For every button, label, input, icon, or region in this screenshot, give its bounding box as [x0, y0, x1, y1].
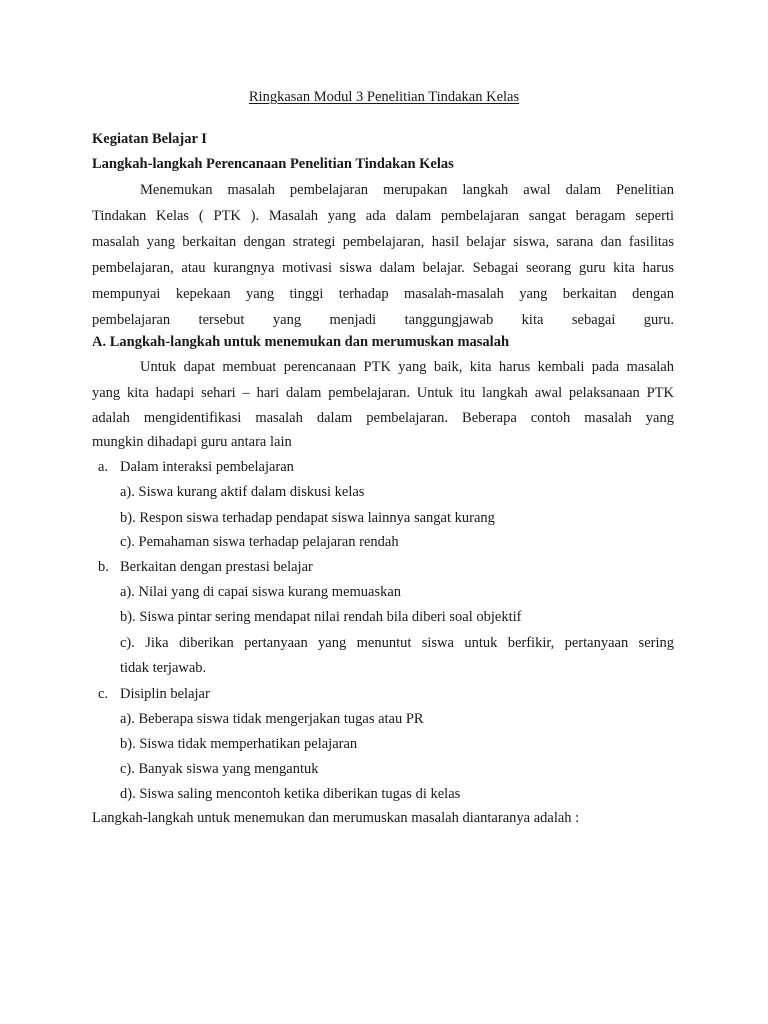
list-item-label: Dalam interaksi pembelajaran: [120, 459, 294, 475]
paragraph-line: mempunyai kepekaan yang tinggi terhadap masalah-masalah yang berkaitan dengan: [92, 286, 674, 302]
list-sub-item: d). Siswa saling mencontoh ketika diberikan tugas di kelas: [120, 786, 461, 802]
paragraph-line: Menemukan masalah pembelajaran merupakan langkah awal dalam Penelitian: [140, 182, 674, 198]
paragraph-line: pembelajaran, atau kurangnya motivasi siswa dalam belajar. Sebagai seorang guru kita harus: [92, 260, 674, 276]
list-marker: b.: [98, 559, 109, 575]
paragraph-line: adalah mengidentifikasi masalah dalam pembelajaran. Beberapa contoh masalah yang: [92, 410, 674, 426]
list-marker: c.: [98, 686, 109, 702]
paragraph-line: yang kita hadapi sehari – hari dalam pembelajaran. Untuk itu langkah awal pelaksanaan PTK: [92, 385, 674, 401]
list-sub-item: tidak terjawab.: [120, 660, 207, 676]
paragraph-line: Untuk dapat membuat perencanaan PTK yang baik, kita harus kembali pada masalah: [140, 359, 674, 375]
kegiatan-heading: Kegiatan Belajar I: [92, 131, 207, 147]
list-sub-item: b). Respon siswa terhadap pendapat siswa lainnya sangat kurang: [120, 510, 495, 526]
paragraph-line: Tindakan Kelas ( PTK ). Masalah yang ada dalam pembelajaran sangat beragam seperti: [92, 208, 674, 224]
document-title: Ringkasan Modul 3 Penelitian Tindakan Kelas: [248, 89, 520, 105]
list-marker: a.: [98, 459, 109, 475]
paragraph-line: mungkin dihadapi guru antara lain: [92, 434, 292, 450]
list-sub-item: c). Jika diberikan pertanyaan yang menuntut siswa untuk berfikir, pertanyaan sering: [120, 635, 674, 651]
list-sub-item: a). Siswa kurang aktif dalam diskusi kelas: [120, 484, 365, 500]
list-item-label: Berkaitan dengan prestasi belajar: [120, 559, 313, 575]
list-sub-item: c). Pemahaman siswa terhadap pelajaran rendah: [120, 534, 399, 550]
paragraph-line: masalah yang berkaitan dengan strategi pembelajaran, hasil belajar siswa, sarana dan fasilitas: [92, 234, 674, 250]
list-sub-item: b). Siswa tidak memperhatikan pelajaran: [120, 736, 358, 752]
sub-heading: Langkah-langkah Perencanaan Penelitian Tindakan Kelas: [92, 156, 454, 172]
list-item-label: Disiplin belajar: [120, 686, 210, 702]
paragraph-line: pembelajaran tersebut yang menjadi tanggungjawab kita sebagai guru.: [92, 312, 674, 328]
list-sub-item: a). Nilai yang di capai siswa kurang memuaskan: [120, 584, 402, 600]
list-sub-item: b). Siswa pintar sering mendapat nilai rendah bila diberi soal objektif: [120, 609, 522, 625]
list-sub-item: a). Beberapa siswa tidak mengerjakan tugas atau PR: [120, 711, 424, 727]
list-sub-item: c). Banyak siswa yang mengantuk: [120, 761, 319, 777]
section-a-heading: A. Langkah-langkah untuk menemukan dan merumuskan masalah: [92, 334, 510, 350]
closing-line: Langkah-langkah untuk menemukan dan merumuskan masalah diantaranya adalah :: [92, 810, 580, 826]
